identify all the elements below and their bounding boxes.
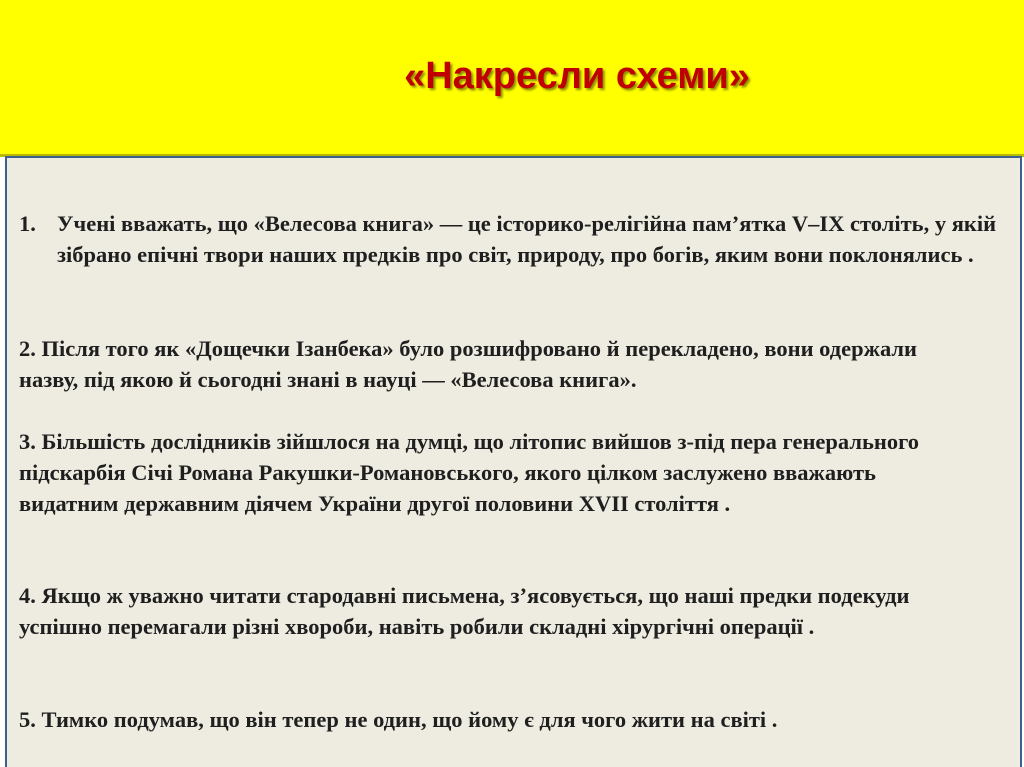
content-panel xyxy=(5,156,1022,767)
list-item: 2. Після того як «Дощечки Ізанбека» було розшифровано й перекладено, вони одержали назву, під якою й сьогодні знані в науці — «Велесова книга». xyxy=(19,336,918,392)
list-item xyxy=(19,208,1017,270)
title-banner xyxy=(0,0,1024,157)
item-number: 1. xyxy=(19,211,36,236)
page-title: «Накресли схеми» xyxy=(404,55,750,97)
list-item: 5. Тимко подумав, що він тепер не один, що йому є для чого жити на світі . xyxy=(19,707,778,732)
item-text: Учені вважать, що «Велесова книга» — це історико-релігійна пам’ятка V–IX століть, у якій зібрано епічні твори наших предків про світ, природу, про богів, яким вони поклонялись . xyxy=(57,211,997,267)
list-item: 3. Більшість дослідників зійшлося на думці, що літопис вийшов з-під пера генерального підскарбія Січі Романа Ракушки-Романовського, якого цілком заслужено вважають видатним державним діячем України другої половини XVII століття . xyxy=(19,429,920,516)
list-item: 4. Якщо ж уважно читати стародавні письмена, з’ясовується, що наші предки подекуди успішно перемагали різні хвороби, навіть робили складні хірургічні операції . xyxy=(19,583,910,639)
